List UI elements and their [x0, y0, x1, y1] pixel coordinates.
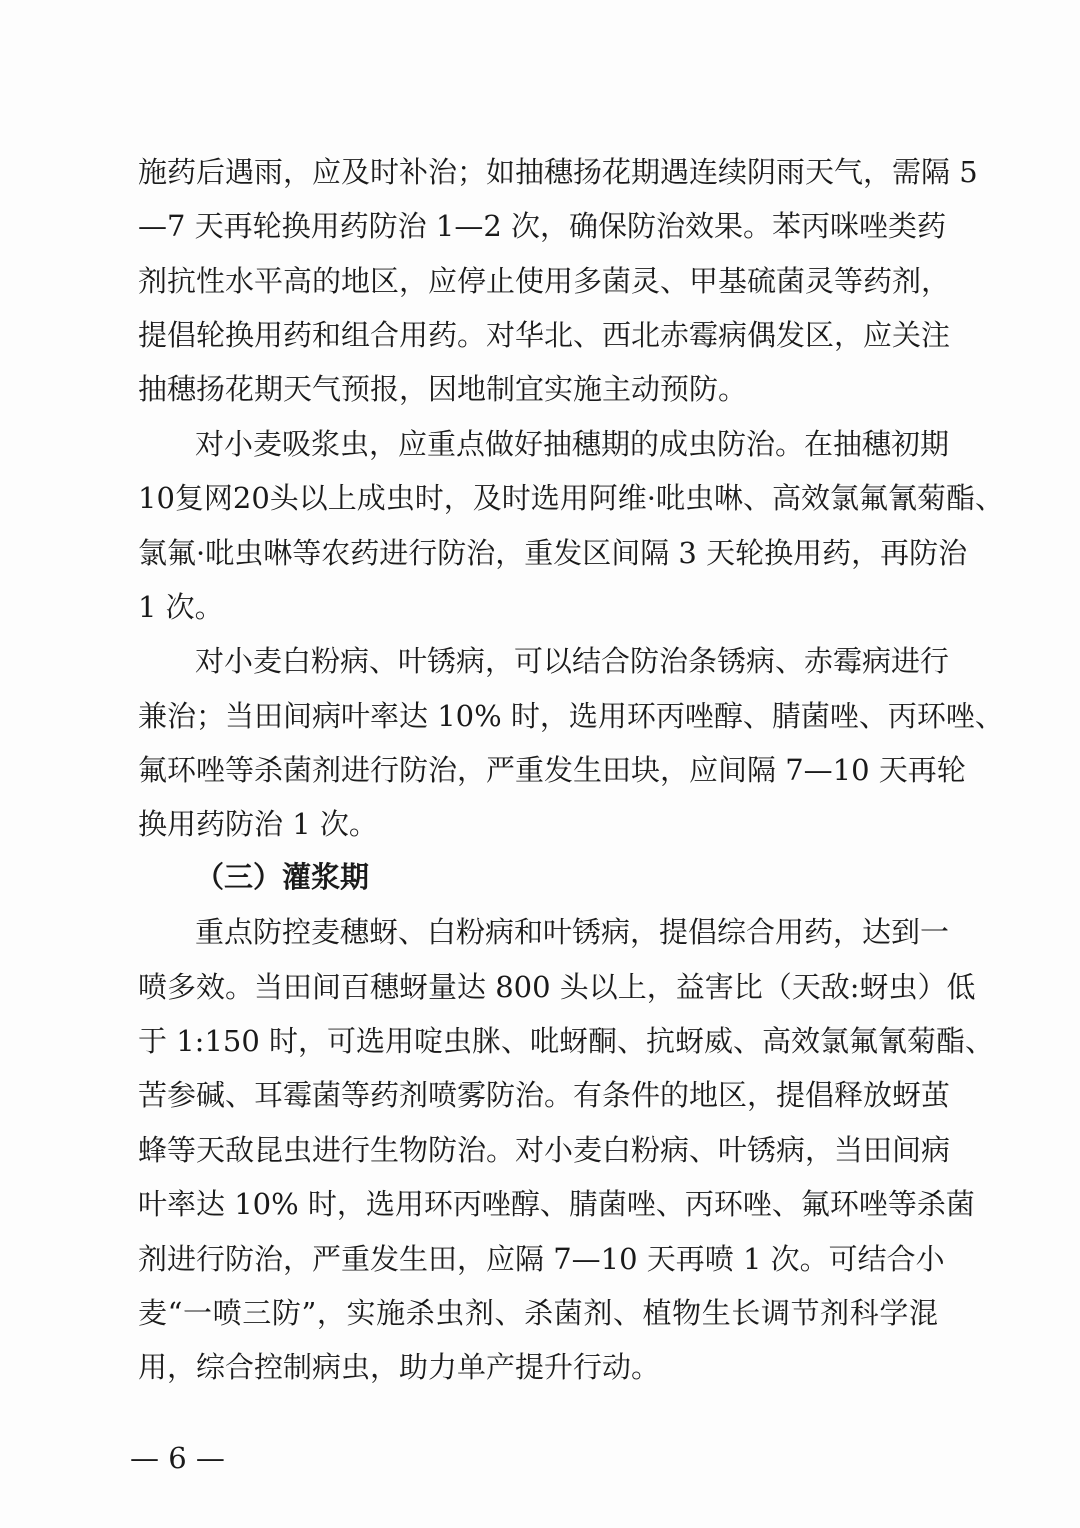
paragraph-2-line-3: 氯氟·吡虫啉等农药进行防治，重发区间隔 3 天轮换用药，再防治 [138, 536, 968, 570]
paragraph-1-line-1: 施药后遇雨，应及时补治；如抽穗扬花期遇连续阴雨天气，需隔 5 [138, 155, 978, 189]
paragraph-1-line-2: —7 天再轮换用药防治 1—2 次，确保防治效果。苯丙咪唑类药 [138, 209, 947, 243]
section-paragraph-line-9: 用，综合控制病虫，助力单产提升行动。 [138, 1350, 661, 1384]
paragraph-2-line-4: 1 次。 [138, 590, 224, 624]
paragraph-3-line-1: 对小麦白粉病、叶锈病，可以结合防治条锈病、赤霉病进行 [195, 644, 950, 678]
paragraph-1-line-3: 剂抗性水平高的地区，应停止使用多菌灵、甲基硫菌灵等药剂， [138, 264, 951, 298]
section-paragraph-line-5: 蜂等天敌昆虫进行生物防治。对小麦白粉病、叶锈病，当田间病 [138, 1133, 951, 1167]
section-paragraph-line-6: 叶率达 10% 时，选用环丙唑醇、腈菌唑、丙环唑、氟环唑等杀菌 [138, 1187, 975, 1221]
paragraph-2-line-1: 对小麦吸浆虫，应重点做好抽穗期的成虫防治。在抽穗初期 [195, 427, 950, 461]
paragraph-1-line-5: 抽穗扬花期天气预报，因地制宜实施主动预防。 [138, 372, 748, 406]
section-paragraph-line-1: 重点防控麦穗蚜、白粉病和叶锈病，提倡综合用药，达到一 [195, 915, 950, 949]
section-heading: （三）灌浆期 [195, 860, 370, 894]
page-number: — 6 — [130, 1441, 225, 1475]
paragraph-1-line-4: 提倡轮换用药和组合用药。对华北、西北赤霉病偶发区，应关注 [138, 318, 951, 352]
paragraph-2-line-2: 10复网20头以上成虫时，及时选用阿维·吡虫啉、高效氯氟氰菊酯、 [138, 481, 1005, 515]
section-paragraph-line-2: 喷多效。当田间百穗蚜量达 800 头以上，益害比（天敌:蚜虫）低 [138, 970, 976, 1004]
paragraph-3-line-2: 兼治；当田间病叶率达 10% 时，选用环丙唑醇、腈菌唑、丙环唑、 [138, 699, 1004, 733]
paragraph-3-line-3: 氟环唑等杀菌剂进行防治，严重发生田块，应间隔 7—10 天再轮 [138, 753, 966, 787]
section-paragraph-line-4: 苦参碱、耳霉菌等药剂喷雾防治。有条件的地区，提倡释放蚜茧 [138, 1078, 951, 1112]
paragraph-3-line-4: 换用药防治 1 次。 [138, 807, 378, 841]
section-paragraph-line-8: 麦“一喷三防”，实施杀虫剂、杀菌剂、植物生长调节剂科学混 [138, 1296, 938, 1330]
section-paragraph-line-7: 剂进行防治，严重发生田，应隔 7—10 天再喷 1 次。可结合小 [138, 1242, 945, 1276]
section-paragraph-line-3: 于 1:150 时，可选用啶虫脒、吡蚜酮、抗蚜威、高效氯氟氰菊酯、 [138, 1024, 995, 1058]
